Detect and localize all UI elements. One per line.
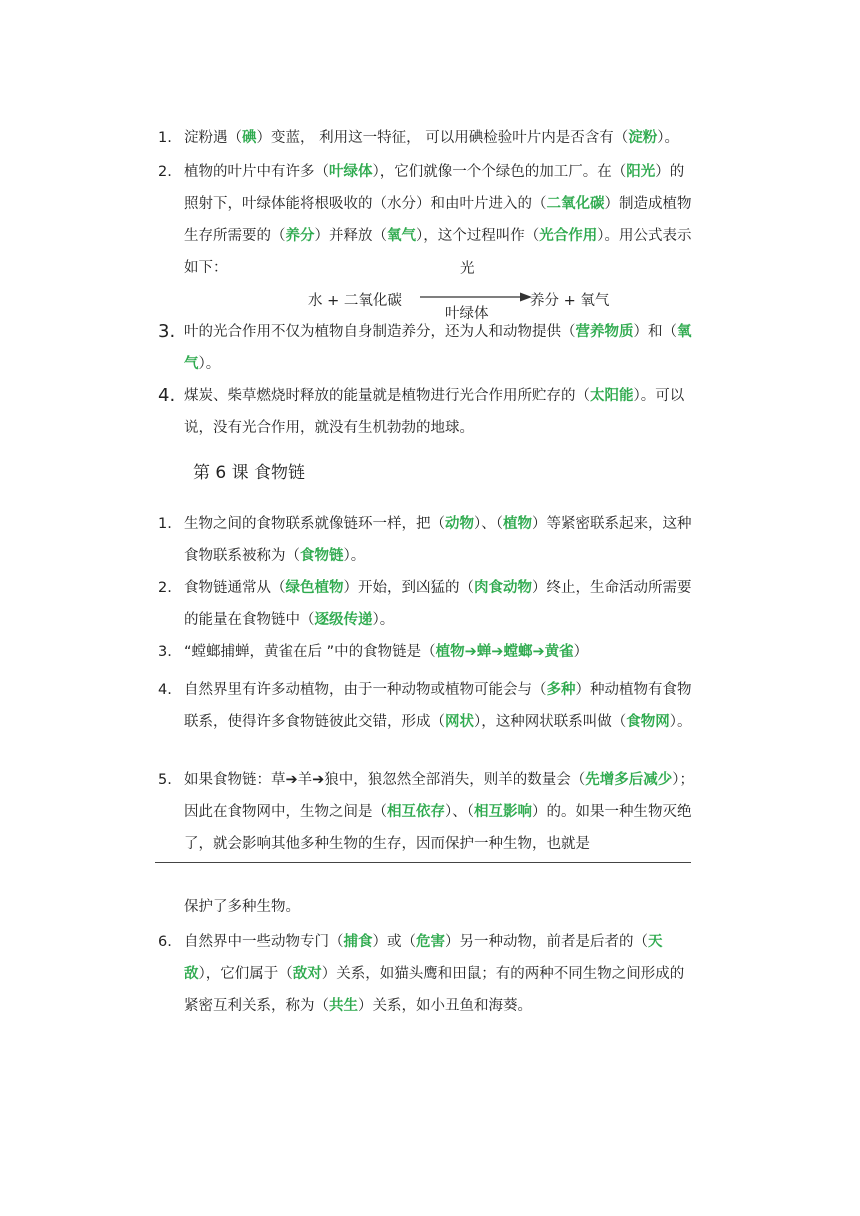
item-text-segment: 自然界中一些动物专门（ — [184, 934, 344, 950]
item-text-segment: 叶的光合作用不仅为植物自身制造养分，还为人和动物提供（ — [184, 324, 576, 340]
item-text — [184, 926, 698, 1022]
item-text-segment: 煤炭、柴草燃烧时释放的能量就是植物进行光合作用所贮存的（ — [184, 388, 590, 404]
formula-reactants: 水 + 二氧化碳 — [308, 293, 402, 309]
item-number: 4. — [158, 682, 172, 698]
item-text-segment: 植物的叶片中有许多（ — [184, 164, 329, 180]
item-number: 1. — [158, 130, 172, 146]
highlighted-answer: 植物➔蝉➔螳螂➔黄雀 — [435, 644, 574, 660]
page-divider — [155, 862, 691, 863]
item-text-segment: ）。可以说，没有光合作用，就没有生机勃勃的地球。 — [184, 388, 685, 436]
item-text-segment: 淀粉遇（ — [184, 130, 242, 146]
highlighted-answer: 叶绿体 — [329, 164, 373, 180]
item-text-segment: ）开始，到凶猛的（ — [343, 580, 474, 596]
item-text-segment: ），这个过程叫作（ — [416, 228, 540, 244]
lesson-heading: 第 6 课 食物链 — [193, 463, 306, 483]
item-number: 6. — [158, 934, 172, 950]
highlighted-answer: 氧气 — [387, 228, 416, 244]
list-item — [158, 380, 698, 444]
item-text — [184, 380, 698, 444]
highlighted-answer: 天敌 — [184, 934, 663, 982]
highlighted-answer: 碘 — [242, 130, 257, 146]
item-text-segment: ）。用公式表示如下： — [184, 228, 692, 276]
item-text-segment: ）变蓝， 利用这一特征， 可以用碘检验叶片内是否含有（ — [256, 130, 629, 146]
highlighted-answer: 相互影响 — [474, 804, 532, 820]
item-number: 3. — [158, 321, 176, 342]
highlighted-answer: 捕食 — [343, 934, 373, 950]
highlighted-answer: 多种 — [546, 682, 576, 698]
highlighted-answer: 绿色植物 — [285, 580, 344, 596]
item-number: 3. — [158, 644, 172, 660]
highlighted-answer: 氧气 — [184, 324, 692, 372]
item-text — [184, 316, 698, 380]
list-item — [158, 764, 698, 860]
list-item — [158, 636, 698, 668]
item-number: 2. — [158, 580, 172, 596]
item-text-segment: ）。 — [372, 612, 395, 628]
list-item — [158, 926, 698, 1022]
item-number: 5. — [158, 772, 172, 788]
item-text-segment: ）制造成植物生存所需要的（ — [184, 196, 692, 244]
highlighted-answer: 动物 — [445, 516, 474, 532]
list-item — [158, 316, 698, 380]
highlighted-answer: 食物链 — [300, 548, 344, 564]
highlighted-answer: 阳光 — [626, 164, 656, 180]
item-text-segment: ）。 — [669, 714, 692, 730]
item-text-segment: ），这种网状联系叫做（ — [474, 714, 627, 730]
highlighted-answer: 敌对 — [292, 966, 322, 982]
photosynthesis-formula — [308, 261, 648, 322]
item-text — [184, 764, 698, 860]
item-text-segment: ）、（ — [474, 516, 503, 532]
item-text — [184, 122, 698, 154]
item-text-segment: ）的照射下，叶绿体能将根吸收的（水分）和由叶片进入的（ — [184, 164, 685, 212]
list-item — [158, 122, 698, 154]
item-text-segment: ）的。如果一种生物灭绝了，就会影响其他多种生物的生存，因而保护一种生物，也就是 — [184, 804, 692, 852]
item-text-segment: ）、（ — [445, 804, 474, 820]
item-text-segment: ）并释放（ — [314, 228, 387, 244]
item-text — [184, 572, 698, 636]
item-text-segment: ） — [573, 644, 589, 660]
highlighted-answer: 肉食动物 — [474, 580, 532, 596]
highlighted-answer: 网状 — [445, 714, 474, 730]
item-number: 2. — [158, 164, 172, 180]
highlighted-answer: 养分 — [285, 228, 315, 244]
item-text-segment: 自然界里有许多动植物，由于一种动物或植物可能会与（ — [184, 682, 547, 698]
item-text-segment: ），它们就像一个个绿色的加工厂。在（ — [372, 164, 627, 180]
highlighted-answer: 二氧化碳 — [546, 196, 605, 212]
highlighted-answer: 植物 — [503, 516, 532, 532]
item-text-segment: ）。 — [343, 548, 366, 564]
item-text — [184, 156, 698, 284]
formula-products: 养分 + 氧气 — [530, 293, 610, 309]
item-text-segment: 生物之间的食物联系就像链环一样，把（ — [184, 516, 445, 532]
item-text-segment: ）或（ — [372, 934, 416, 950]
item-text-segment: ）和（ — [633, 324, 677, 340]
item-text — [184, 508, 698, 572]
item-text-segment: 如果食物链：草➔羊➔狼中，狼忽然全部消失，则羊的数量会（ — [184, 772, 586, 788]
highlighted-answer: 共生 — [329, 998, 358, 1014]
highlighted-answer: 淀粉 — [628, 130, 658, 146]
item-text-segment: ）关系，如小丑鱼和海葵。 — [358, 998, 532, 1014]
formula-condition-light: 光 — [460, 261, 475, 277]
item-text — [184, 674, 698, 738]
item-text-segment: ）种动植物有食物联系，使得许多食物链彼此交错，形成（ — [184, 682, 692, 730]
list-item — [158, 572, 698, 636]
highlighted-answer: 危害 — [416, 934, 445, 950]
item-text-segment: ）。 — [657, 130, 679, 146]
highlighted-answer: 太阳能 — [590, 388, 634, 404]
item-text-segment: ）；因此在食物网中，生物之间是（ — [184, 772, 695, 820]
item-text-segment: 食物链通常从（ — [184, 580, 286, 596]
list-item — [158, 156, 698, 284]
highlighted-answer: 营养物质 — [575, 324, 634, 340]
highlighted-answer: 光合作用 — [539, 228, 598, 244]
item-number: 4. — [158, 385, 176, 406]
highlighted-answer: 先增多后减少 — [585, 772, 673, 788]
item-number: 1. — [158, 516, 172, 532]
item-text — [184, 636, 698, 668]
item-text-segment: “螳螂捕蝉，黄雀在后 ”中的食物链是（ — [184, 644, 436, 660]
continuation-text: 保护了多种生物。 — [184, 899, 300, 915]
highlighted-answer: 相互依存 — [387, 804, 445, 820]
item-text-segment: ）终止，生命活动所需要的能量在食物链中（ — [184, 580, 692, 628]
item-text-segment: ）关系，如猫头鹰和田鼠；有的两种不同生物之间形成的紧密互利关系，称为（ — [184, 966, 685, 1014]
list-item — [158, 508, 698, 572]
item-text-segment: ）。 — [198, 356, 221, 372]
highlighted-answer: 食物网 — [626, 714, 670, 730]
formula-condition-chloroplast: 叶绿体 — [445, 306, 489, 322]
item-text-segment: ）另一种动物，前者是后者的（ — [445, 934, 648, 950]
item-text-segment: ），它们属于（ — [198, 966, 293, 982]
list-item — [158, 674, 698, 738]
item-text-segment: ）等紧密联系起来，这种食物联系被称为（ — [184, 516, 692, 564]
highlighted-answer: 逐级传递 — [314, 612, 373, 628]
